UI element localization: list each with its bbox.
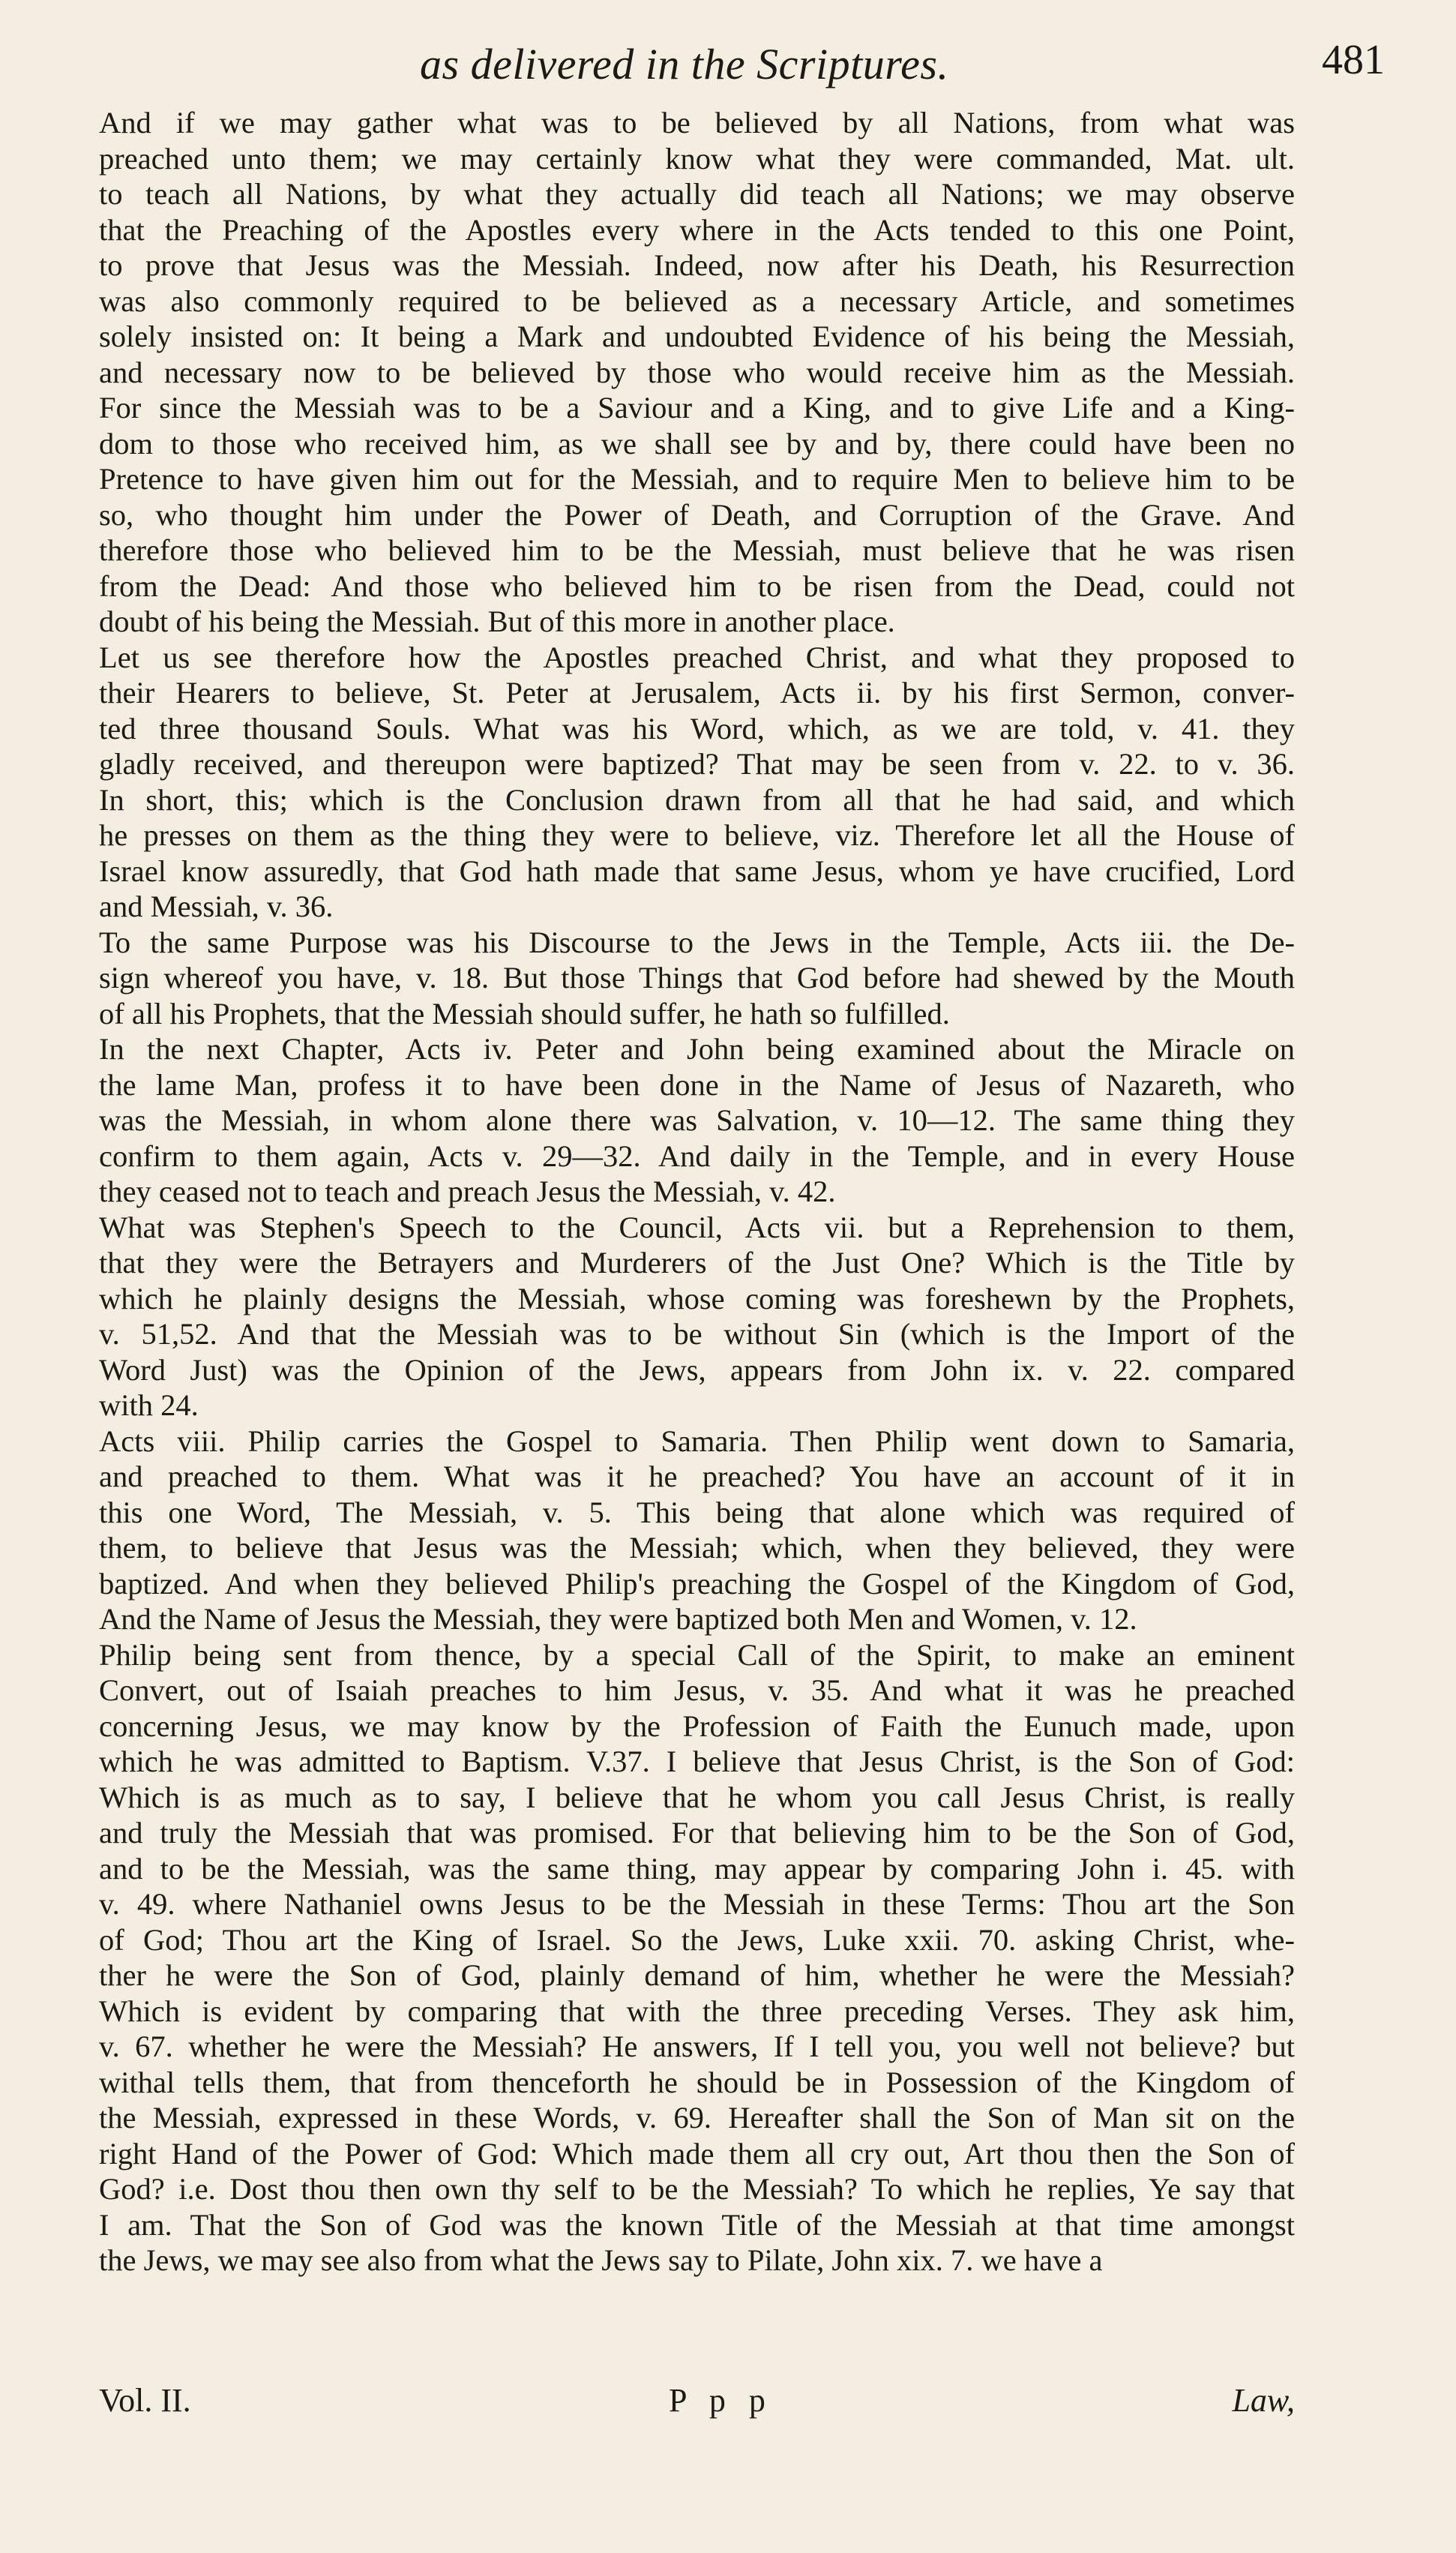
text-line: they ceased not to teach and preach Jesus the Messiah, v. 42. bbox=[99, 1174, 836, 1208]
text-line: Pretence to have given him out for the Messiah, and to require Men to believe him to be bbox=[99, 462, 1295, 496]
signature-mark: P p p bbox=[669, 2382, 773, 2419]
text-line: v. 67. whether he were the Messiah? He answers, If I tell you, you well not believe? but bbox=[99, 2030, 1295, 2063]
paragraph bbox=[99, 1424, 1295, 1637]
text-line: And if we may gather what was to be believed by all Nations, from what was bbox=[99, 106, 1295, 140]
text-line: v. 49. where Nathaniel owns Jesus to be the Messiah in these Terms: Thou art the Son bbox=[99, 1887, 1295, 1921]
paragraph bbox=[99, 1031, 1295, 1210]
paragraph bbox=[99, 925, 1295, 1032]
text-line: their Hearers to believe, St. Peter at Jerusalem, Acts ii. by his first Sermon, conver- bbox=[99, 676, 1295, 710]
text-line: which he was admitted to Baptism. V.37. I believe that Jesus Christ, is the Son of God: bbox=[99, 1744, 1295, 1778]
text-line: doubt of his being the Messiah. But of this more in another place. bbox=[99, 604, 895, 638]
text-line: of God; Thou art the King of Israel. So the Jews, Luke xxii. 70. asking Christ, whe- bbox=[99, 1922, 1295, 1957]
text-line: withal tells them, that from thenceforth he should be in Possession of the Kingdom of bbox=[99, 2065, 1295, 2099]
text-line: was the Messiah, in whom alone there was Salvation, v. 10—12. The same thing they bbox=[99, 1103, 1295, 1137]
text-line: Which is evident by comparing that with the three preceding Verses. They ask him, bbox=[99, 1994, 1295, 2028]
text-line: the Messiah, expressed in these Words, v. 69. Hereafter shall the Son of Man sit on the bbox=[99, 2101, 1295, 2134]
text-line: gladly received, and thereupon were baptized? That may be seen from v. 22. to v. 36. bbox=[99, 747, 1295, 781]
text-line: this one Word, The Messiah, v. 5. This being that alone which was required of bbox=[99, 1495, 1295, 1529]
text-line: What was Stephen's Speech to the Council, Acts vii. but a Reprehension to them, bbox=[99, 1210, 1295, 1244]
text-line: and preached to them. What was it he preached? You have an account of it in bbox=[99, 1460, 1295, 1493]
text-line: them, to believe that Jesus was the Messiah; which, when they believed, they were bbox=[99, 1531, 1295, 1564]
text-line: Let us see therefore how the Apostles preached Christ, and what they proposed to bbox=[99, 640, 1295, 674]
text-line: to teach all Nations, by what they actually did teach all Nations; we may observe bbox=[99, 177, 1295, 211]
text-line: which he plainly designs the Messiah, whose coming was foreshewn by the Prophets, bbox=[99, 1281, 1295, 1316]
text-line: he presses on them as the thing they were to believe, viz. Therefore let all the House of bbox=[99, 818, 1295, 852]
text-line: In short, this; which is the Conclusion drawn from all that he had said, and which bbox=[99, 782, 1295, 817]
paragraph bbox=[99, 1210, 1295, 1424]
catchword: Law, bbox=[1232, 2382, 1295, 2419]
text-line: solely insisted on: It being a Mark and undoubted Evidence of his being the Messiah, bbox=[99, 320, 1295, 353]
text-line: For since the Messiah was to be a Saviour and a King, and to give Life and a King- bbox=[99, 391, 1295, 424]
text-line: baptized. And when they believed Philip's preaching the Gospel of the Kingdom of God, bbox=[99, 1566, 1295, 1600]
text-line: was also commonly required to be believed as a necessary Article, and sometimes bbox=[99, 284, 1295, 318]
text-line: To the same Purpose was his Discourse to the Jews in the Temple, Acts iii. the De- bbox=[99, 925, 1295, 959]
text-line: that the Preaching of the Apostles every where in the Acts tended to this one Point, bbox=[99, 212, 1295, 247]
text-line: and to be the Messiah, was the same thing, may appear by comparing John i. 45. with bbox=[99, 1851, 1295, 1886]
text-line: dom to those who received him, as we shall see by and by, there could have been no bbox=[99, 426, 1295, 460]
text-line: ther he were the Son of God, plainly demand of him, whether he were the Messiah? bbox=[99, 1958, 1295, 1992]
text-line: ted three thousand Souls. What was his Word, which, as we are told, v. 41. they bbox=[99, 711, 1295, 746]
running-title: as delivered in the Scriptures. bbox=[420, 40, 949, 88]
text-line: Israel know assuredly, that God hath made that same Jesus, whom ye have crucified, Lord bbox=[99, 854, 1295, 888]
text-line: Which is as much as to say, I believe that he whom you call Jesus Christ, is really bbox=[99, 1780, 1295, 1814]
text-line: preached unto them; we may certainly know what they were commanded, Mat. ult. bbox=[99, 141, 1295, 176]
text-line: the lame Man, profess it to have been done in the Name of Jesus of Nazareth, who bbox=[99, 1067, 1295, 1102]
text-line: v. 51,52. And that the Messiah was to be without Sin (which is the Import of the bbox=[99, 1317, 1295, 1351]
text-line: Philip being sent from thence, by a special Call of the Spirit, to make an eminent bbox=[99, 1637, 1295, 1672]
text-line: so, who thought him under the Power of Death, and Corruption of the Grave. And bbox=[99, 497, 1295, 532]
volume-label: Vol. II. bbox=[99, 2382, 191, 2419]
body-text bbox=[99, 105, 1295, 2278]
text-line: to prove that Jesus was the Messiah. Indeed, now after his Death, his Resurrection bbox=[99, 248, 1295, 282]
text-line: And the Name of Jesus the Messiah, they were baptized both Men and Women, v. 12. bbox=[99, 1602, 1137, 1636]
text-line: sign whereof you have, v. 18. But those Things that God before had shewed by the Mouth bbox=[99, 961, 1295, 994]
text-line: therefore those who believed him to be the Messiah, must believe that he was risen bbox=[99, 533, 1295, 567]
text-line: and necessary now to be believed by those who would receive him as the Messiah. bbox=[99, 355, 1295, 389]
running-head bbox=[0, 39, 1456, 99]
page-footer bbox=[99, 2381, 1295, 2426]
paragraph bbox=[99, 640, 1295, 925]
text-line: of all his Prophets, that the Messiah should suffer, he hath so fulfilled. bbox=[99, 996, 950, 1030]
text-line: right Hand of the Power of God: Which made them all cry out, Art thou then the Son of bbox=[99, 2136, 1295, 2170]
text-line: and Messiah, v. 36. bbox=[99, 890, 334, 923]
text-line: I am. That the Son of God was the known Title of the Messiah at that time amongst bbox=[99, 2207, 1295, 2242]
paragraph bbox=[99, 105, 1295, 640]
text-line: Acts viii. Philip carries the Gospel to Samaria. Then Philip went down to Samaria, bbox=[99, 1424, 1295, 1458]
text-line: the Jews, we may see also from what the Jews say to Pilate, John xix. 7. we have a bbox=[99, 2243, 1103, 2277]
text-line: God? i.e. Dost thou then own thy self to be the Messiah? To which he replies, Ye say that bbox=[99, 2172, 1295, 2206]
text-line: concerning Jesus, we may know by the Profession of Faith the Eunuch made, upon bbox=[99, 1708, 1295, 1743]
page-number: 481 bbox=[1322, 37, 1385, 83]
paragraph bbox=[99, 1637, 1295, 2278]
text-line: Word Just) was the Opinion of the Jews, appears from John ix. v. 22. compared bbox=[99, 1352, 1295, 1387]
text-line: confirm to them again, Acts v. 29—32. And daily in the Temple, and in every House bbox=[99, 1138, 1295, 1173]
text-line: Convert, out of Isaiah preaches to him Jesus, v. 35. And what it was he preached bbox=[99, 1673, 1295, 1707]
text-line: from the Dead: And those who believed him to be risen from the Dead, could not bbox=[99, 568, 1295, 603]
text-line: with 24. bbox=[99, 1388, 199, 1422]
text-line: and truly the Messiah that was promised. For that believing him to be the Son of God, bbox=[99, 1816, 1295, 1850]
text-line: that they were the Betrayers and Murderers of the Just One? Which is the Title by bbox=[99, 1246, 1295, 1280]
text-line: In the next Chapter, Acts iv. Peter and John being examined about the Miracle on bbox=[99, 1032, 1295, 1066]
